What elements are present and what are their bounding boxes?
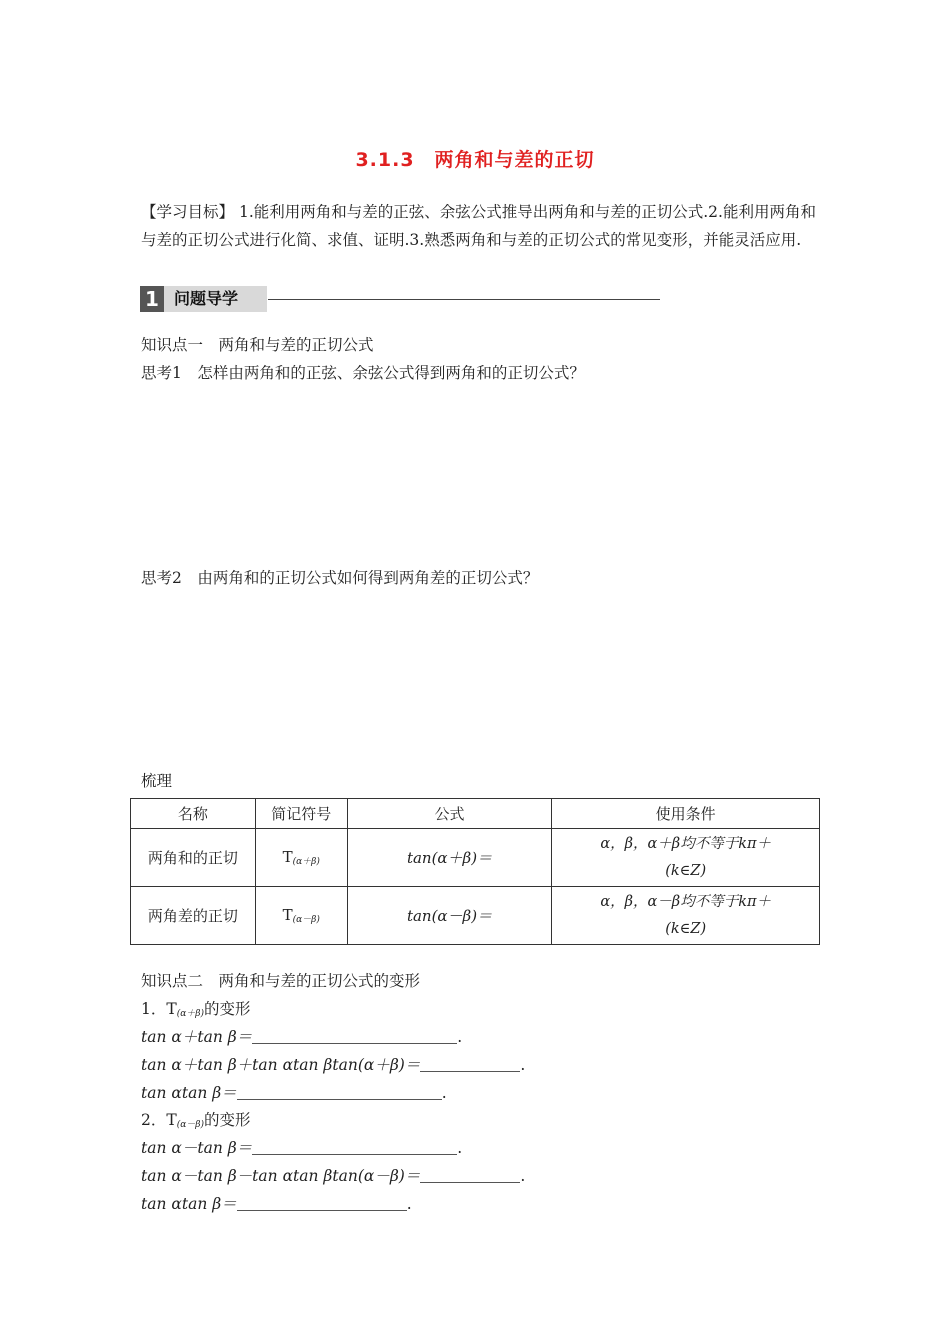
section-divider [268, 299, 660, 300]
row-formula: tan(α－β)＝ [347, 887, 552, 945]
table-row [131, 829, 820, 887]
transform-2-heading: 2．$T_{(\alpha-\beta)}$的变形 [141, 1111, 251, 1130]
formula-table [130, 798, 820, 945]
table-header: 使用条件 [552, 799, 820, 829]
row-formula: tan(α＋β)＝ [347, 829, 552, 887]
summary-label: 梳理 [141, 772, 173, 790]
table-header: 名称 [131, 799, 256, 829]
answer-blank[interactable] [420, 1182, 520, 1183]
answer-blank[interactable] [237, 1099, 442, 1100]
row-condition: α，β，α－β均不等于kπ＋ (k∈Z) [552, 887, 820, 945]
row-condition: α，β，α＋β均不等于kπ＋ (k∈Z) [552, 829, 820, 887]
table-header-row [131, 799, 820, 829]
transform-line: tan α－tan β－tan αtan βtan(α－β)＝ . [141, 1167, 526, 1185]
transform-line: tan α－tan β＝ . [141, 1139, 463, 1157]
table-header: 简记符号 [255, 799, 347, 829]
knowledge-point-2-heading: 知识点二 两角和与差的正切公式的变形 [141, 972, 421, 990]
objectives-text: 1.能利用两角和与差的正弦、余弦公式推导出两角和与差的正切公式.2.能利用两角和与差的正切公式进行化简、求值、证明.3.熟悉两角和与差的正切公式的常见变形，并能灵活应用. [141, 203, 816, 249]
transform-line: tan αtan β＝ . [141, 1195, 412, 1213]
transform-line: tan α＋tan β＋tan αtan βtan(α＋β)＝ . [141, 1056, 526, 1074]
row-symbol: $T_{(\alpha+\beta)}$ [255, 829, 347, 887]
section-number: 1 [140, 286, 164, 312]
answer-blank[interactable] [252, 1043, 457, 1044]
transform-line: tan α＋tan β＝ . [141, 1028, 463, 1046]
row-symbol: $T_{(\alpha-\beta)}$ [255, 887, 347, 945]
think-2: 思考2 由两角和的正切公式如何得到两角差的正切公式？ [141, 569, 539, 587]
row-name: 两角和的正切 [131, 829, 256, 887]
knowledge-point-1-heading: 知识点一 两角和与差的正切公式 [141, 336, 374, 354]
table-header: 公式 [347, 799, 552, 829]
answer-blank[interactable] [252, 1154, 457, 1155]
answer-blank[interactable] [237, 1210, 407, 1211]
table-row [131, 887, 820, 945]
think-1: 思考1 怎样由两角和的正弦、余弦公式得到两角和的正切公式？ [141, 364, 585, 382]
row-name: 两角差的正切 [131, 887, 256, 945]
section-title: 问题导学 [164, 286, 267, 312]
transform-line: tan αtan β＝ . [141, 1084, 447, 1102]
learning-objectives [141, 198, 821, 254]
objectives-label: 【学习目标】 [141, 203, 235, 221]
page-title: 3.1.3 两角和与差的正切 [355, 149, 595, 171]
answer-blank[interactable] [420, 1071, 520, 1072]
transform-1-heading: 1．$T_{(\alpha+\beta)}$的变形 [141, 1000, 251, 1019]
